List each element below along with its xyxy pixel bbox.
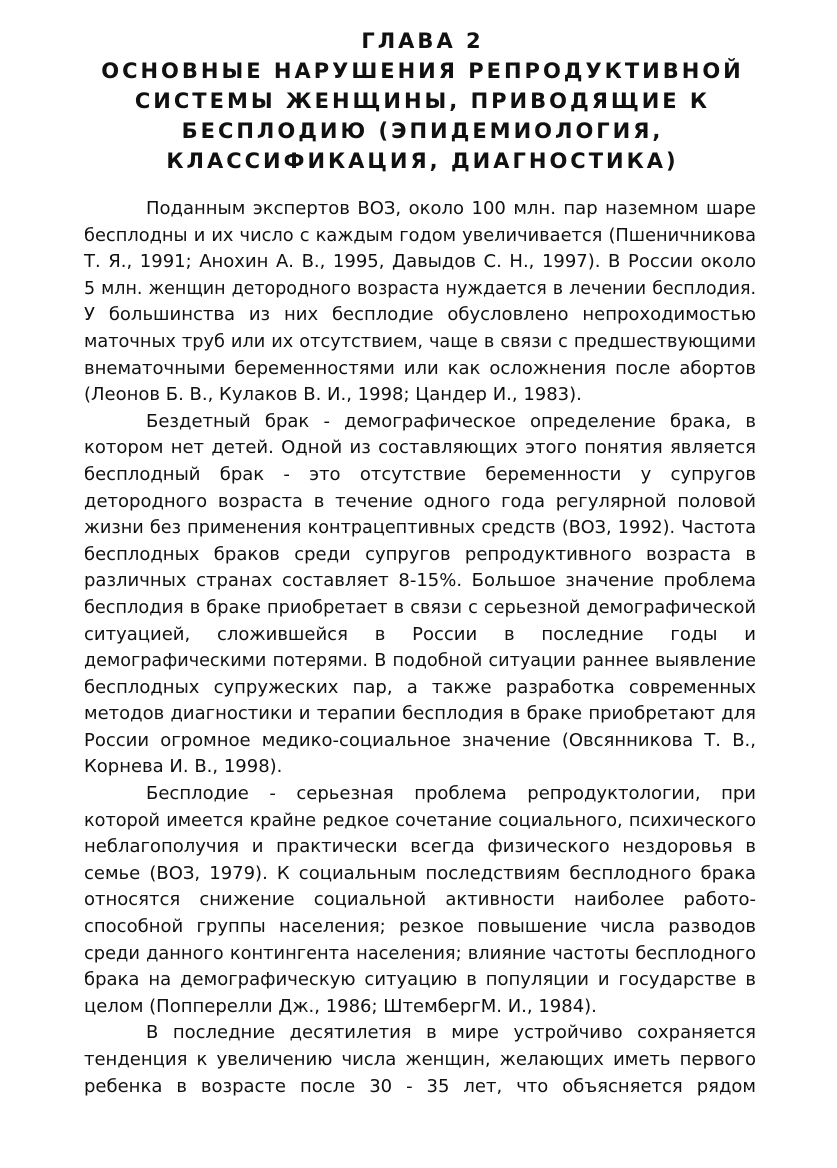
text-line: детородного возраста в течение одного года регулярной половой [84,490,756,512]
text-line: целом (Попперелли Дж., 1986; ШтембергМ. И., 1984). [84,995,597,1017]
text-line: ребенка в возрасте после 30 - 35 лет, что объясняется рядом [84,1075,756,1097]
chapter-number: ГЛАВА 2 [361,29,484,53]
text-line: бесплодия в браке приобретает в связи с серьезной демографической [84,597,756,618]
text-line: среди данного контингента населения; влияние частоты бесплодного [84,942,756,964]
chapter-title-line: СИСТЕМЫ ЖЕНЩИНЫ, ПРИВОДЯЩИЕ К [134,89,711,113]
text-line: Бесплодие - серьезная проблема репродуктологии, при [146,783,756,805]
chapter-heading [60,26,785,176]
text-line: котором нет детей. Одной из составляющих этого понятия является [84,437,756,459]
text-line: У большинства из них бесплодие обусловлено непроходимостью [84,304,756,326]
text-line: (Леонов Б. В., Кулаков В. И., 1998; Цандер И., 1983). [84,384,582,406]
text-line: которой имеется крайне редкое сочетание социального, психического [84,810,756,831]
text-line: относятся снижение социальной активности наиболее работо- [84,889,756,911]
text-line: Корнева И. В., 1998). [84,756,283,778]
text-line: маточных труб или их отсутствием, чаще в связи с предшествующими [84,331,756,352]
text-line: В последние десятилетия в мире устройчиво сохраняется [146,1022,756,1044]
text-line: Поданным экспертов ВОЗ, около 100 млн. пар наземном шаре [146,198,756,219]
text-line: 5 млн. женщин детородного возраста нуждается в лечении бесплодия. [84,278,756,299]
text-line: различных странах составляет 8-15%. Большое значение проблема [84,570,756,592]
body-text [84,196,756,1100]
text-line: семье (ВОЗ, 1979). К социальным последствиям бесплодного брака [84,862,756,884]
text-line: бесплодных супружеских пар, а также разработка современных [84,676,756,698]
text-line: внематочными беременностями или как осложнения после абортов [84,357,756,379]
text-line: бесплодных браков среди супругов репродуктивного возраста в [84,543,756,565]
chapter-title-line: КЛАССИФИКАЦИЯ, ДИАГНОСТИКА) [166,149,679,173]
text-line: Т. Я., 1991; Анохин А. В., 1995, Давыдов С. Н., 1997). В России около [84,251,756,273]
text-line: ситуацией, сложившейся в России в последние годы и [84,623,756,645]
chapter-title-line: БЕСПЛОДИЮ (ЭПИДЕМИОЛОГИЯ, [181,119,664,143]
text-line: России огромное медико-социальное значение (Овсянникова Т. В., [84,729,756,751]
text-line: бесплодный брак - это отсутствие беременности у супругов [84,463,756,485]
text-line: Бездетный брак - демографическое определение брака, в [146,410,756,432]
text-line: методов диагностики и терапии бесплодия в браке приобретают для [84,703,756,725]
text-line: бесплодны и их число с каждым годом увеличивается (Пшеничникова [84,224,756,246]
text-line: неблагополучия и практически всегда физического нездоровья в [84,836,756,858]
chapter-title-line: ОСНОВНЫЕ НАРУШЕНИЯ РЕПРОДУКТИВНОЙ [101,59,744,83]
text-line: брака на демографическую ситуацию в популяции и государстве в [84,969,756,991]
text-line: способной группы населения; резкое повышение числа разводов [84,916,756,938]
text-line: жизни без применения контрацептивных средств (ВОЗ, 1992). Частота [84,518,756,539]
text-line: демографическими потерями. В подобной ситуации раннее выявление [84,651,756,672]
text-line: тенденция к увеличению числа женщин, желающих иметь первого [84,1049,756,1070]
